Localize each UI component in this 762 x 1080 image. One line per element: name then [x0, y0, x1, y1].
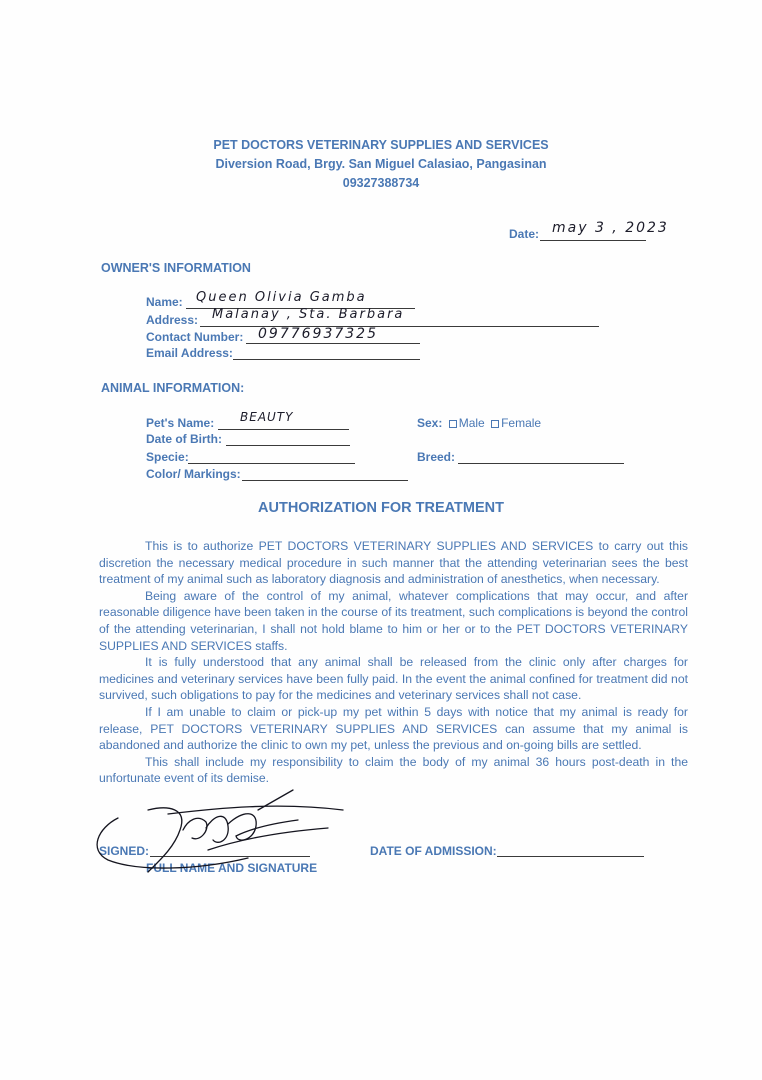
dob-line: [226, 445, 350, 446]
authorization-paragraph: It is fully understood that any animal shall be released from the clinic only after charges for medicines and veterinary services have been fully paid. In the event the animal confined for treatment did not survived, such obligations to pay for the medicines and veterinary services shall not case.: [99, 655, 688, 703]
business-address: Diversion Road, Brgy. San Miguel Calasiao, Pangasinan: [215, 157, 547, 171]
email-label: Email Address:: [146, 346, 233, 360]
email-line: [233, 359, 420, 360]
authorization-paragraph: Being aware of the control of my animal, whatever complications that may occur, and after reasonable diligence have been taken in the course of its treatment, such complications is beyond the control of the attending veterinarian, I shall not hold blame to him or her or to the PET DOCTORS VETERINARY SUPPLIES AND SERVICES staffs.: [99, 588, 688, 653]
admission-line: [497, 856, 644, 857]
color-line: [242, 480, 408, 481]
authorization-title: AUTHORIZATION FOR TREATMENT: [258, 500, 504, 516]
specie-line: [188, 463, 355, 464]
date-line: [540, 240, 646, 241]
date-label: Date:: [509, 227, 540, 241]
specie-label: Specie:: [146, 450, 189, 464]
contact-line: [246, 343, 420, 344]
business-phone: 09327388734: [342, 176, 420, 190]
name-value: Queen Olivia Gamba: [196, 290, 367, 305]
animal-section-title: ANIMAL INFORMATION:: [101, 381, 245, 395]
sex-field: [417, 416, 541, 430]
owner-section-title: OWNER'S INFORMATION: [101, 261, 251, 275]
male-label: Male: [458, 416, 485, 430]
authorization-paragraph: This is to authorize PET DOCTORS VETERINARY SUPPLIES AND SERVICES to carry out this discretion the necessary medical procedure in such manner that the attending veterinarian sees the best treatment of my animal such as laboratory diagnosis and administration of anesthetics, when necessary.: [99, 539, 688, 587]
sex-label: Sex:: [417, 416, 443, 430]
address-label: Address:: [146, 313, 199, 327]
signature-caption: FULL NAME AND SIGNATURE: [146, 861, 318, 875]
contact-value: 09776937325: [258, 326, 378, 342]
date-value: may 3 , 2023: [552, 220, 669, 236]
dob-label: Date of Birth:: [146, 432, 222, 446]
female-checkbox[interactable]: [491, 420, 499, 428]
authorization-body: [99, 538, 688, 787]
name-label: Name:: [146, 295, 183, 309]
male-checkbox[interactable]: [449, 420, 457, 428]
pet-name-value: BEAUTY: [240, 410, 294, 424]
authorization-paragraph: If I am unable to claim or pick-up my pet within 5 days with notice that my animal is ready for release, PET DOCTORS VETERINARY SUPPLIES AND SERVICES can assume that my animal is abandoned and authorize the clinic to own my pet, unless the previous and on-going bills are settled.: [99, 704, 688, 753]
authorization-paragraph: This shall include my responsibility to claim the body of my animal 36 hours post-death in the unfortunate event of its demise.: [99, 754, 688, 786]
female-label: Female: [501, 416, 542, 430]
pet-name-label: Pet's Name:: [146, 416, 215, 430]
admission-label: DATE OF ADMISSION:: [370, 844, 497, 858]
contact-label: Contact Number:: [146, 330, 244, 344]
breed-label: Breed:: [417, 450, 456, 464]
color-label: Color/ Markings:: [146, 467, 241, 481]
business-name: PET DOCTORS VETERINARY SUPPLIES AND SERVICES: [213, 138, 549, 152]
breed-line: [458, 463, 624, 464]
handwritten-signature: [88, 780, 358, 890]
address-value: Malanay , Sta. Barbara: [212, 307, 405, 322]
pet-name-line: [218, 429, 349, 430]
signed-label: SIGNED:: [99, 844, 150, 858]
